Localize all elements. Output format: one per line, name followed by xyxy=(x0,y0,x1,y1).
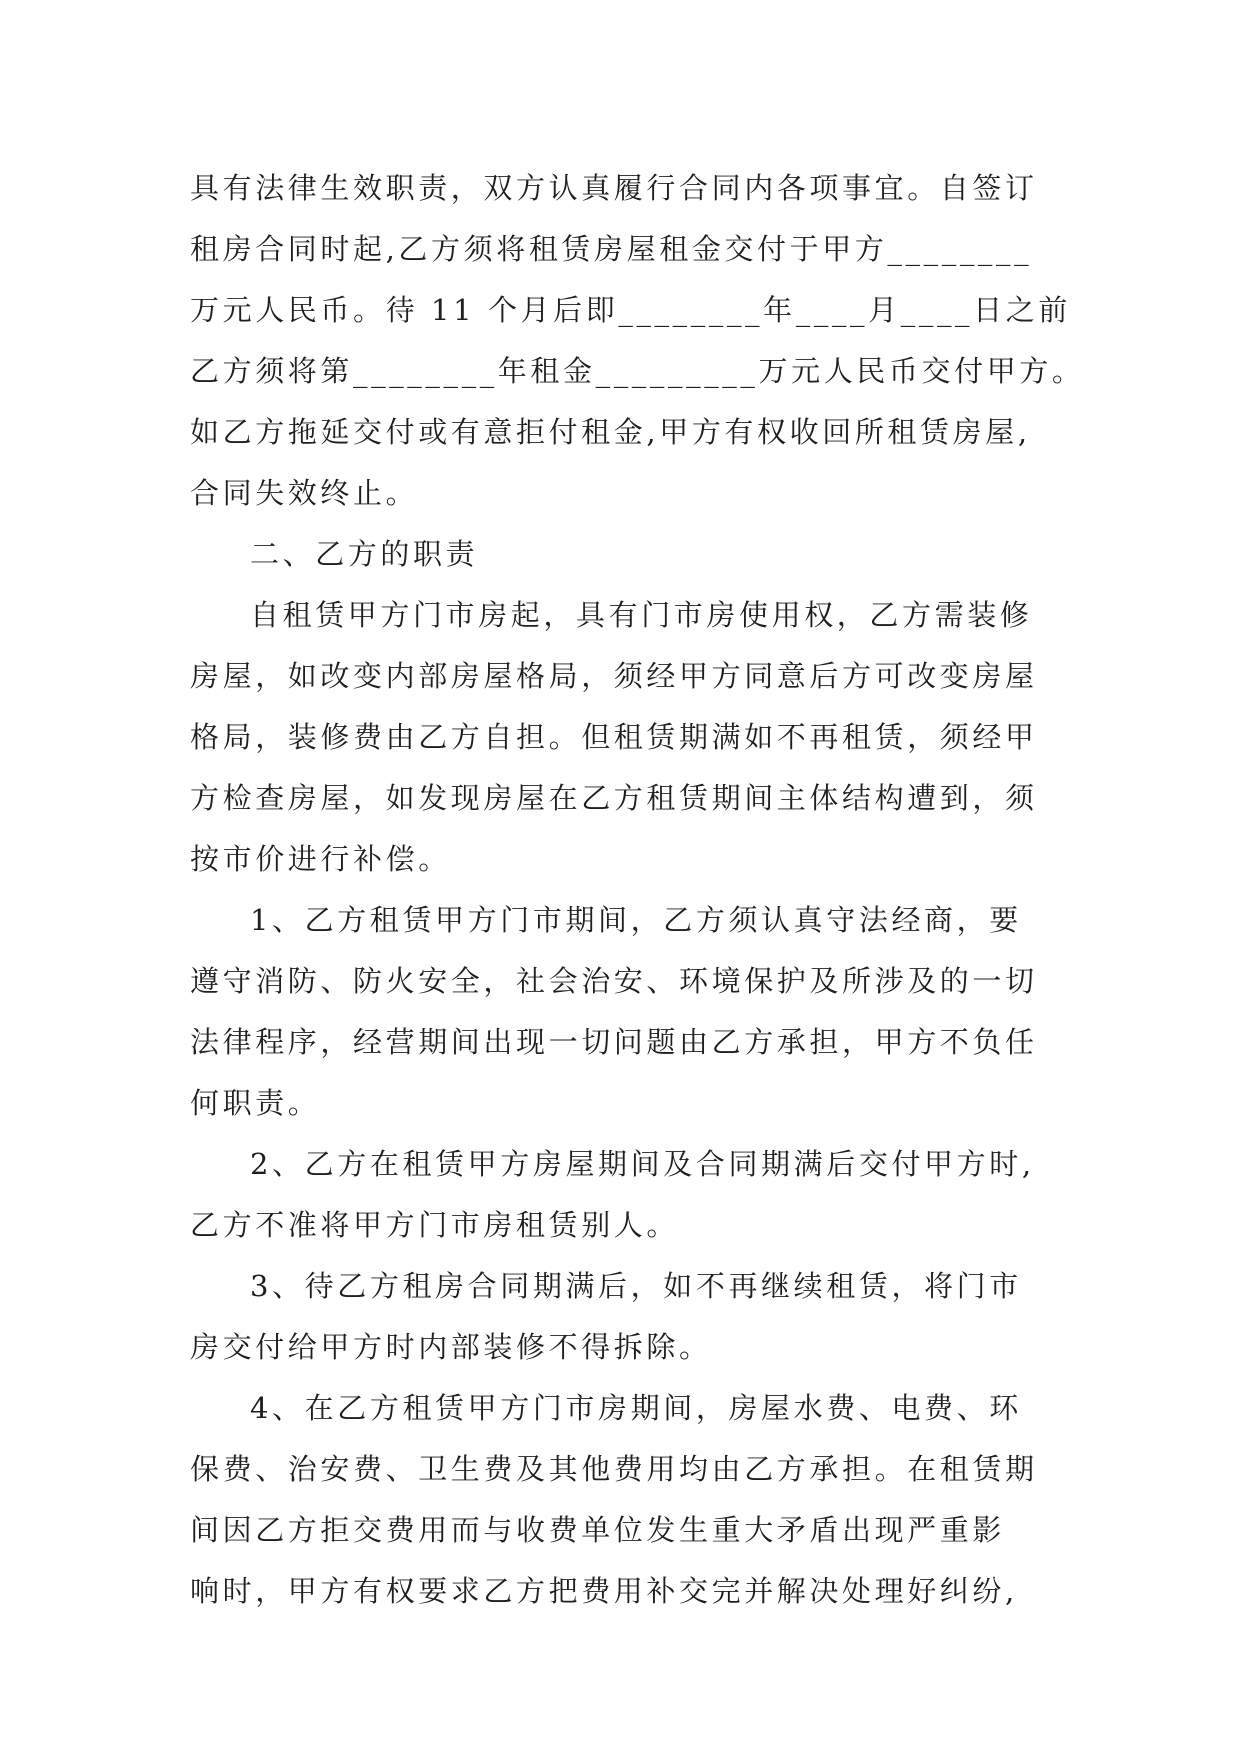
numbered-item-2: 2、乙方在租赁甲方房屋期间及合同期满后交付甲方时, xyxy=(250,1147,1035,1181)
text-line: 房屋，如改变内部房屋格局，须经甲方同意后方可改变房屋 xyxy=(190,659,1038,693)
section-heading: 二、乙方的职责 xyxy=(250,537,479,571)
text-line: 具有法律生效职责，双方认真履行合同内各项事宜。自签订 xyxy=(190,171,1038,205)
text-line: 如乙方拖延交付或有意拒付租金,甲方有权收回所租赁房屋, xyxy=(190,415,1031,449)
text-line: 租房合同时起,乙方须将租赁房屋租金交付于甲方________ xyxy=(190,232,1033,266)
text-line: 合同失效终止。 xyxy=(190,476,419,510)
numbered-item-4: 4、在乙方租赁甲方门市房期间，房屋水费、电费、环 xyxy=(250,1391,1022,1425)
text-line: 房交付给甲方时内部装修不得拆除。 xyxy=(190,1330,712,1364)
text-line: 遵守消防、防火安全，社会治安、环境保护及所涉及的一切 xyxy=(190,964,1038,998)
numbered-item-1: 1、乙方租赁甲方门市期间，乙方须认真守法经商，要 xyxy=(250,903,1022,937)
text-line: 响时，甲方有权要求乙方把费用补交完并解决处理好纠纷, xyxy=(190,1574,1018,1608)
paragraph-first-line: 自租赁甲方门市房起，具有门市房使用权，乙方需装修 xyxy=(250,598,1033,632)
numbered-item-3: 3、待乙方租房合同期满后，如不再继续租赁，将门市 xyxy=(250,1269,1022,1303)
text-line: 何职责。 xyxy=(190,1086,321,1120)
text-line: 法律程序，经营期间出现一切问题由乙方承担，甲方不负任 xyxy=(190,1025,1038,1059)
text-line: 保费、治安费、卫生费及其他费用均由乙方承担。在租赁期 xyxy=(190,1452,1038,1486)
text-line: 乙方须将第________年租金_________万元人民币交付甲方。 xyxy=(190,354,1085,388)
text-line: 格局，装修费由乙方自担。但租赁期满如不再租赁，须经甲 xyxy=(190,720,1038,754)
text-line: 间因乙方拒交费用而与收费单位发生重大矛盾出现严重影 xyxy=(190,1513,1006,1547)
text-line: 万元人民币。待 11 个月后即________年____月____日之前 xyxy=(190,293,1071,327)
text-line: 方检查房屋，如发现房屋在乙方租赁期间主体结构遭到，须 xyxy=(190,781,1038,815)
text-line: 乙方不准将甲方门市房租赁别人。 xyxy=(190,1208,680,1242)
text-line: 按市价进行补偿。 xyxy=(190,842,451,876)
document-body xyxy=(190,158,1085,1622)
